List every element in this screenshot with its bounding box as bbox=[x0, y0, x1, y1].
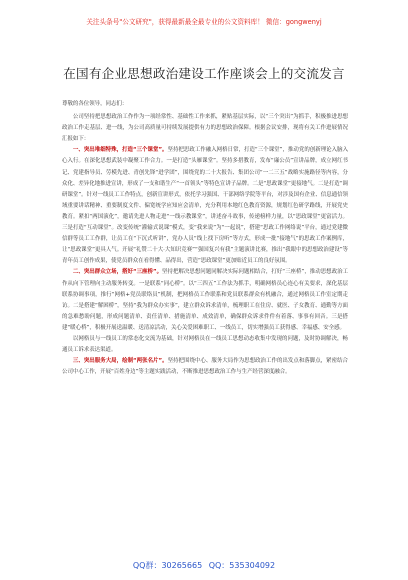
section-heading: 一、突出堆细特殊，打造“三个课堂”。 bbox=[72, 147, 168, 154]
paragraph-section-1: 一、突出堆细特殊，打造“三个课堂”。坚持把思政工作融入网格日常，打造“三个课堂”，推动党的创新理论入脑入心入行。在深化思想武装中凝聚工作合力。一是打造“头雁课堂”。坚持多措教育，发布“廉公员”宣讲品牌，成立网红书记、党建指导员、劳模先进、青创先锋“进学团”，围绕党的二十大报告、集团公司“一二三五”战略实施路径等内容，分众化、差异化地推进宣讲，形成了一支和谐生产“一首领头”等特色宣讲子品牌。二是“思政课堂”更接地气。二是打造“调研课堂”。针对一线员工工作特点，创新宣讲形式，依托学习强国、干部网络学院等平台，对涉及国有企业、信息通信领域重要讲话精神、重要制度文件、偏宽统学应知应会清单，充分利用本地红色教育资源，规划红色研学路线，开展党史教育。紧扣“两国演化”，邀请先进人物走进“一线示教课堂”，讲述奋斗故事，传递榜样力量，以“思政课堂”更富活力。三是打造“互动课堂”。改变传统“灌输式说课”模式，变“我来说”为“一起说”，搭建“思政工作网络说”平台，通过党建微信群等员工工作群，让员工在“下沉式听讲”，党办人员“线上找下房听”等方式，形成一批“接地气”的思政工作案例库，让“思政课堂”更具人气。开展“礼赞二十大·大知识竞赛”“强国复兴有我”主题演讲比赛，推出“我眼中的思想政治建设”等青年员工创作成果，使党员群众在看得懂、品得出，营造“思政课堂”更加贴近员工的良好氛围。 bbox=[62, 147, 349, 265]
salutation: 尊敬的各位领导，同志们： bbox=[62, 101, 128, 107]
paragraph-section-2: 二、突出群众立场，搭好“三座桥”。坚持把解决思想问题同解决实际问题相结合，打好“三座桥”，推动思想政治工作从向下管理向主动服务转变。一是联系“同心桥”。以“三四五”工作法为抓手，明确网格员心连心有关要求，深化基层联系协调事项，推行“网格+党员联络员”机制，把网格员工作联系和党员联系群众有机融合，通过网格员工作室定期走访。二是搭建“解困桥”，坚持“我为群众办实事”，建立群众诉求清单，梳理职工在住房、就医、子女教育、通勤等方面的急难愁盼问题，形成问题清单、责任清单、措施清单、成效清单，确保群众诉求件件有着落、事事有回音。三是搭建“暖心桥”，积极开展送温暖、送清凉活动，关心关爱困难职工、一线员工，切实增强员工获得感、幸福感、安全感。 bbox=[62, 269, 348, 331]
section-heading: 三、突出服务大局，绘制“两张名片”。 bbox=[72, 358, 168, 365]
paragraph-section-2-cont: 以网格员与一线员工的常态化交流为基础，针对网格员在一线员工思想动态收集中发现的问题，及时协调解决，畅通员工诉求表达渠道。 bbox=[62, 335, 348, 354]
footer-contact: QQ群：30265665 QQ：535304092 bbox=[132, 561, 276, 570]
top-banner: 关注头条号"公文研究"，获得最新最全最专业的公文资料库！ 微信：gongwenyj bbox=[86, 18, 322, 26]
paragraph-intro: 公司坚持把思想政治工作作为一项经常性、基础性工作来抓，紧贴基层实际，以“三个突出”为抓手，积极推进思想政治工作走基层、进一线，为公司高质量可持续发展提供有力的思想政治保障。根据会议安排，现将有关工作进展情况汇报如下： bbox=[62, 114, 348, 143]
document-title: 在国有企业思想政治建设工作座谈会上的交流发言 bbox=[63, 66, 345, 81]
section-heading: 二、突出群众立场，搭好“三座桥”。 bbox=[72, 269, 163, 276]
document-body bbox=[62, 99, 348, 378]
paragraph-section-3: 三、突出服务大局，绘制“两张名片”。坚持把围绕中心、服务大局作为思想政治工作的出发点和落脚点，紧密结合公司中心工作，开展“百姓身边”等主题实践活动，不断推进思想政治工作与生产经营深度融合。 bbox=[62, 358, 348, 376]
